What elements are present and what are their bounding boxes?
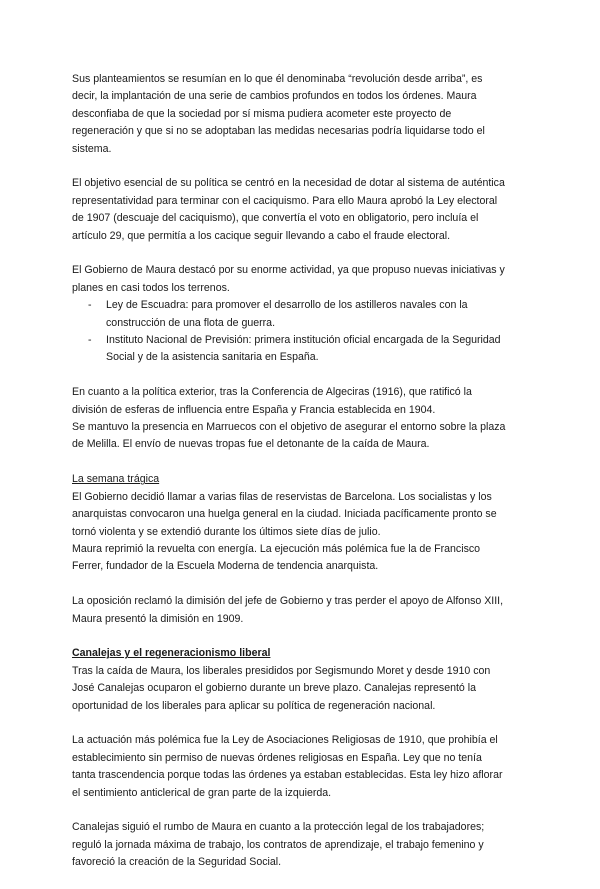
document-body	[72, 71, 532, 889]
text-line: representatividad para terminar con el caciquismo. Para ello Maura aprobó la Ley electoral	[72, 194, 498, 207]
paragraph-revolucion-desde-arriba	[72, 71, 532, 158]
text-line: sistema.	[72, 142, 112, 155]
text-line: José Canalejas ocuparon el gobierno durante un breve plazo. Canalejas representó la	[72, 682, 477, 695]
text-line: Sus planteamientos se resumían en lo que él denominaba “revolución desde arriba”, es	[72, 73, 483, 85]
text-line: Ley de Escuadra: para promover el desarrollo de los astilleros navales con la	[106, 299, 468, 312]
paragraph-actividad-gobierno	[72, 262, 532, 366]
paragraph-caciquismo	[72, 175, 532, 245]
section-canalejas	[72, 645, 532, 715]
text-line: Instituto Nacional de Previsión: primera institución oficial encargada de la Seguridad	[106, 334, 501, 347]
text-line: Social y de la asistencia sanitaria en España.	[106, 351, 319, 364]
list-item	[72, 297, 532, 332]
paragraph-ley-asociaciones	[72, 732, 532, 802]
text-line: tornó violenta y se extendió durante los últimos siete días de julio.	[72, 525, 381, 538]
text-line: división de esferas de influencia entre España y Francia establecida en 1904.	[72, 403, 436, 416]
text-line: El objetivo esencial de su política se centró en la necesidad de dotar al sistema de auténtica	[72, 177, 505, 190]
dash-bullet: -	[88, 334, 92, 347]
paragraph-dimision-maura	[72, 593, 532, 628]
text-line: desconfiaba de que la sociedad por sí misma pudiera acometer este proyecto de	[72, 107, 452, 120]
text-line: tanta trascendencia porque todas las órdenes ya estaban establecidas. Esta ley hizo aflorar	[72, 769, 503, 782]
list-item	[72, 332, 532, 367]
paragraph-politica-exterior	[72, 384, 532, 454]
text-line: Tras la caída de Maura, los liberales presididos por Segismundo Moret y desde 1910 con	[72, 664, 491, 677]
text-line: decir, la implantación de una serie de cambios profundos en todos los órdenes. Maura	[72, 90, 477, 103]
text-line: Maura reprimió la revuelta con energía. La ejecución más polémica fue la de Francisco	[72, 542, 481, 555]
text-line: Canalejas siguió el rumbo de Maura en cuanto a la protección legal de los trabajadores;	[72, 821, 485, 834]
text-line: Ferrer, fundador de la Escuela Moderna de tendencia anarquista.	[72, 560, 379, 573]
section-semana-tragica	[72, 471, 532, 575]
text-line: Se mantuvo la presencia en Marruecos con el objetivo de asegurar el entorno sobre la plaza	[72, 421, 506, 434]
text-line: El Gobierno decidió llamar a varias filas de reservistas de Barcelona. Los socialistas y los	[72, 490, 492, 503]
text-line: el sentimiento anticlerical de gran parte de la izquierda.	[72, 786, 332, 799]
text-line: El Gobierno de Maura destacó por su enorme actividad, ya que propuso nuevas iniciativas y	[72, 264, 505, 277]
text-line: anarquistas convocaron una huelga general en la ciudad. Iniciada pacíficamente pronto se	[72, 508, 497, 521]
dash-bullet: -	[88, 299, 92, 312]
text-line: oportunidad de los liberales para aplicar su política de regeneración nacional.	[72, 699, 436, 712]
text-line: reguló la jornada máxima de trabajo, los contratos de aprendizaje, el trabajo femenino y	[72, 838, 484, 851]
text-line: La oposición reclamó la dimisión del jefe de Gobierno y tras perder el apoyo de Alfonso XIII,	[72, 595, 504, 608]
text-line: Maura presentó la dimisión en 1909.	[72, 612, 244, 625]
text-line: construcción de una flota de guerra.	[106, 316, 276, 329]
text-line: de 1907 (descuaje del caciquismo), que convertía el voto en obligatorio, pero incluía el	[72, 212, 479, 225]
text-line: regeneración y que si no se adoptaban las medidas necesarias podría liquidarse todo el	[72, 125, 485, 138]
text-line: En cuanto a la política exterior, tras la Conferencia de Algeciras (1916), que ratificó la	[72, 386, 472, 399]
text-line: planes en casi todos los terrenos.	[72, 281, 230, 294]
text-line: La actuación más polémica fue la Ley de Asociaciones Religiosas de 1910, que prohibía el	[72, 734, 498, 747]
section-heading: La semana trágica	[72, 473, 160, 486]
text-line: artículo 29, que permitía a los cacique seguir llevando a cabo el fraude electoral.	[72, 229, 451, 242]
section-heading: Canalejas y el regeneracionismo liberal	[72, 647, 271, 660]
text-line: de Melilla. El envío de nuevas tropas fue el detonante de la caída de Maura.	[72, 438, 430, 451]
text-line: establecimiento sin permiso de nuevas órdenes religiosas en España. Ley que no tenía	[72, 751, 482, 764]
paragraph-proteccion-trabajadores	[72, 819, 532, 871]
text-line: favoreció la creación de la Seguridad Social.	[72, 856, 282, 869]
initiatives-list	[72, 297, 532, 367]
